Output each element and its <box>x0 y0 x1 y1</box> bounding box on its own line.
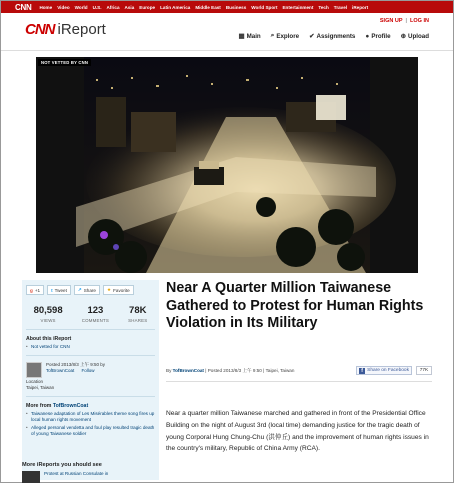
more-from-user[interactable]: TofBrownCoat <box>52 403 89 409</box>
twitter-icon: t <box>51 287 53 293</box>
sidebar-divider <box>26 329 155 330</box>
menu-main-label: Main <box>246 32 261 40</box>
share-label: Share <box>83 287 96 293</box>
nav-link-europe[interactable]: Europe <box>139 4 156 10</box>
story-main <box>166 280 432 453</box>
location-value: Taipei, Taiwan <box>26 384 55 390</box>
more-from-item[interactable]: • Taiwanese adaptation of Les Misérables theme song fires up local human rights movement <box>26 411 155 423</box>
sidebar-divider <box>26 355 155 356</box>
gplus-button[interactable] <box>26 285 44 295</box>
facebook-share-count: 77K <box>416 366 432 375</box>
about-heading: About this iReport <box>26 336 72 342</box>
nav-link-business[interactable]: Business <box>225 4 247 10</box>
menu-profile-label: Profile <box>371 32 391 40</box>
poster-info <box>46 362 105 378</box>
more-from-item[interactable]: • Alleged personal vendetta and foul play resulted tragic death of young Taiwanese soldier <box>26 425 155 437</box>
nav-link-travel[interactable]: Travel <box>333 4 348 10</box>
upload-icon: ⊕ <box>400 33 407 40</box>
hero-photo[interactable] <box>36 57 418 273</box>
share-buttons <box>22 280 159 295</box>
gplus-label: +1 <box>34 287 41 293</box>
menu-upload-label: Upload <box>408 32 429 40</box>
ireport-menu <box>238 32 429 40</box>
story-stats <box>22 305 159 323</box>
nav-link-world[interactable]: World <box>74 4 88 10</box>
byline-row <box>166 368 432 374</box>
stat-comments-num: 123 <box>87 305 104 316</box>
menu-assignments[interactable] <box>309 32 355 40</box>
more-from-prefix: More from <box>26 403 52 409</box>
facebook-share-label: Share on Facebook <box>367 368 409 373</box>
login-link[interactable]: LOG IN <box>410 18 429 24</box>
tweet-button[interactable] <box>47 285 71 295</box>
favorite-label: Favorite <box>113 287 130 293</box>
about-item[interactable]: • Not vetted for CNN <box>26 344 155 349</box>
also-see-section <box>22 460 159 483</box>
cnn-nav-links <box>39 5 368 10</box>
menu-profile[interactable] <box>365 33 390 40</box>
menu-assignments-label: Assignments <box>316 32 356 40</box>
also-see-item[interactable] <box>22 471 159 483</box>
more-from-heading <box>26 403 155 409</box>
menu-upload[interactable] <box>401 32 429 40</box>
cnn-top-nav <box>1 1 453 13</box>
nav-link-entertainment[interactable]: Entertainment <box>282 4 314 10</box>
share-icon: ↗ <box>77 287 82 292</box>
stat-shares <box>128 305 147 323</box>
nav-link-asia[interactable]: Asia <box>124 4 135 10</box>
stat-views <box>34 305 63 323</box>
nav-link-africa[interactable]: Africa <box>106 4 120 10</box>
auth-separator: | <box>405 18 408 24</box>
location-label: Location <box>26 379 44 384</box>
favorite-button[interactable] <box>103 285 134 295</box>
nav-link-us[interactable]: U.S. <box>92 4 102 10</box>
facebook-icon: f <box>359 368 365 374</box>
menu-main[interactable] <box>238 32 260 40</box>
poster-username[interactable]: TofBrownCoat <box>46 368 75 373</box>
stat-comments-label: COMMENTS <box>81 318 109 323</box>
share-button[interactable] <box>74 285 100 295</box>
stat-shares-label: SHARES <box>128 318 148 323</box>
avatar[interactable] <box>26 362 42 378</box>
also-see-title: Protest at Russian Consulate in <box>44 471 109 476</box>
menu-explore[interactable] <box>271 32 299 40</box>
nav-link-tech[interactable]: Tech <box>318 4 329 10</box>
byline-details: | Posted 2013/8/3 上午 9:50 | Taipei, Taiwan <box>205 368 295 373</box>
main-icon: ▦ <box>238 33 245 40</box>
cnn-nav-logo[interactable]: CNN <box>15 2 32 12</box>
story-sidebar <box>22 280 159 480</box>
logo-cnn: CNN <box>25 21 55 38</box>
nav-link-video[interactable]: Video <box>57 4 70 10</box>
assignments-icon: ✔ <box>309 33 315 40</box>
tweet-label: Tweet <box>54 287 67 293</box>
nav-link-world-sport[interactable]: World Sport <box>251 4 278 10</box>
poster-block <box>22 362 159 378</box>
menu-explore-label: Explore <box>276 32 300 40</box>
night-protest-photo <box>36 57 418 273</box>
stat-shares-num: 78K <box>129 305 147 316</box>
byline <box>166 368 294 374</box>
gplus-icon: g <box>30 287 33 293</box>
auth-links <box>380 18 429 24</box>
about-section <box>22 336 159 349</box>
location-block <box>26 379 155 390</box>
not-vetted-badge: NOT VETTED BY CNN <box>38 59 91 66</box>
posted-label: Posted 2013/8/3 上午 9:50 by <box>46 362 106 367</box>
stat-views-num: 80,598 <box>33 305 63 316</box>
follow-link[interactable]: Follow <box>81 368 95 373</box>
explore-icon: ⌕ <box>270 32 275 39</box>
story-headline: Near A Quarter Million Taiwanese Gathered to Protest for Human Rights Violation in Its Military <box>166 280 424 331</box>
logo-ireport: iReport <box>57 21 106 38</box>
ireport-header <box>1 13 453 51</box>
byline-user[interactable]: TofBrownCoat <box>172 368 204 373</box>
signup-link[interactable]: SIGN UP <box>379 18 403 24</box>
headline-rule <box>166 381 432 382</box>
facebook-share-button[interactable] <box>356 366 412 375</box>
nav-link-home[interactable]: Home <box>39 4 53 10</box>
nav-link-middle-east[interactable]: Middle East <box>195 4 221 10</box>
nav-link-ireport[interactable]: iReport <box>352 4 369 10</box>
also-see-heading: More iReports you should see <box>22 462 102 468</box>
ireport-logo[interactable] <box>25 21 106 38</box>
stat-comments[interactable] <box>82 305 109 323</box>
stat-views-label: VIEWS <box>40 318 56 323</box>
also-see-thumbnail <box>22 471 40 483</box>
story-body: Near a quarter million Taiwanese marched and gathered in front of the Presidential Office Building on the night of August 3rd (local time) demanding justice for the tragic death of young Corporal Hung Chung-Chu (洪仲丘) and the improvement of human rights issues in the country's military, Republic of China Army (RCA). <box>166 410 429 453</box>
nav-link-latin-america[interactable]: Latin America <box>160 4 191 10</box>
profile-icon: ● <box>365 32 370 40</box>
sidebar-divider <box>26 396 155 397</box>
byline-prefix: By <box>166 368 172 373</box>
star-icon: ★ <box>106 287 112 292</box>
